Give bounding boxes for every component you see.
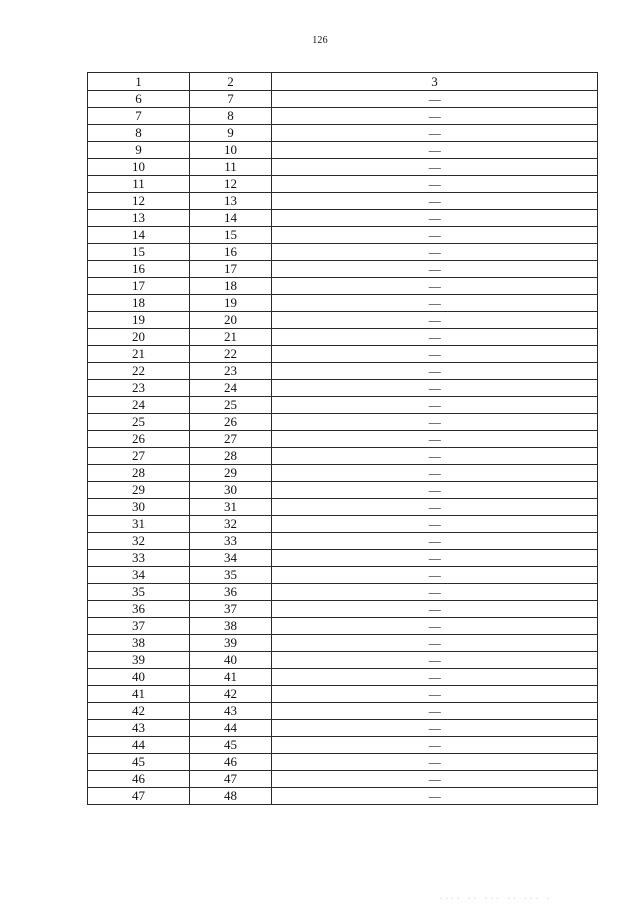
table-row (88, 329, 598, 346)
table-cell-col1: 32 (88, 533, 190, 550)
table-header-row (88, 73, 598, 91)
table-cell-col3: — (272, 465, 598, 482)
table-row (88, 91, 598, 108)
table-cell-col3: — (272, 550, 598, 567)
table-cell-col2: 40 (190, 652, 272, 669)
table-cell-col3: — (272, 278, 598, 295)
table-cell-col1: 43 (88, 720, 190, 737)
table-cell-col1: 26 (88, 431, 190, 448)
table-cell-col2: 19 (190, 295, 272, 312)
table-cell-col2: 41 (190, 669, 272, 686)
table-cell-col1: 30 (88, 499, 190, 516)
page-number: 126 (312, 35, 328, 46)
table-cell-col3: — (272, 346, 598, 363)
table-row (88, 227, 598, 244)
table-cell-col3: — (272, 788, 598, 805)
table-cell-col3: — (272, 584, 598, 601)
table-cell-col3: — (272, 737, 598, 754)
table-cell-col2: 26 (190, 414, 272, 431)
table-cell-col1: 37 (88, 618, 190, 635)
table-cell-col1: 20 (88, 329, 190, 346)
table-cell-col2: 33 (190, 533, 272, 550)
table-row (88, 771, 598, 788)
table-cell-col2: 38 (190, 618, 272, 635)
table-cell-col3: — (272, 499, 598, 516)
table-cell-col1: 46 (88, 771, 190, 788)
table-row (88, 244, 598, 261)
table-cell-col1: 19 (88, 312, 190, 329)
table-cell-col2: 11 (190, 159, 272, 176)
table-row (88, 210, 598, 227)
table-row (88, 601, 598, 618)
table-cell-col2: 8 (190, 108, 272, 125)
table-cell-col1: 42 (88, 703, 190, 720)
table-cell-col1: 6 (88, 91, 190, 108)
table-cell-col1: 17 (88, 278, 190, 295)
table-cell-col3: — (272, 771, 598, 788)
table-cell-col1: 22 (88, 363, 190, 380)
table-cell-col3: — (272, 125, 598, 142)
table-cell-col2: 48 (190, 788, 272, 805)
table-cell-col3: — (272, 397, 598, 414)
table-body (88, 91, 598, 805)
table-cell-col3: — (272, 159, 598, 176)
table-row (88, 295, 598, 312)
table-cell-col3: — (272, 227, 598, 244)
table-cell-col1: 28 (88, 465, 190, 482)
table-cell-col1: 31 (88, 516, 190, 533)
table-row (88, 584, 598, 601)
table-cell-col3: — (272, 108, 598, 125)
table-row (88, 261, 598, 278)
table-row (88, 618, 598, 635)
table-row (88, 465, 598, 482)
table-row (88, 669, 598, 686)
table-cell-col2: 21 (190, 329, 272, 346)
table-row (88, 516, 598, 533)
table-cell-col1: 27 (88, 448, 190, 465)
table-cell-col1: 16 (88, 261, 190, 278)
table-cell-col1: 39 (88, 652, 190, 669)
table-cell-col1: 34 (88, 567, 190, 584)
table-row (88, 686, 598, 703)
table-row (88, 652, 598, 669)
table-row (88, 567, 598, 584)
table-cell-col2: 39 (190, 635, 272, 652)
table-row (88, 380, 598, 397)
table-cell-col2: 9 (190, 125, 272, 142)
table-cell-col2: 44 (190, 720, 272, 737)
scan-artifact-marks: ▪▪▪▪ ▪▪ ▪▪▪ ▪▪ ▪▪▪ ▪ (440, 897, 553, 902)
table-cell-col1: 29 (88, 482, 190, 499)
table-cell-col3: — (272, 193, 598, 210)
table-cell-col3: — (272, 618, 598, 635)
table-cell-col1: 47 (88, 788, 190, 805)
table-cell-col2: 43 (190, 703, 272, 720)
table-row (88, 703, 598, 720)
table-cell-col1: 8 (88, 125, 190, 142)
table-cell-col1: 35 (88, 584, 190, 601)
table-cell-col1: 7 (88, 108, 190, 125)
table-cell-col1: 33 (88, 550, 190, 567)
table-cell-col2: 17 (190, 261, 272, 278)
table-cell-col3: — (272, 652, 598, 669)
table-cell-col2: 24 (190, 380, 272, 397)
table-cell-col2: 23 (190, 363, 272, 380)
table-row (88, 108, 598, 125)
table-cell-col2: 25 (190, 397, 272, 414)
table-cell-col1: 45 (88, 754, 190, 771)
table-cell-col2: 7 (190, 91, 272, 108)
table-row (88, 312, 598, 329)
table-row (88, 550, 598, 567)
table-cell-col2: 15 (190, 227, 272, 244)
table-cell-col2: 45 (190, 737, 272, 754)
table-cell-col2: 13 (190, 193, 272, 210)
table-cell-col3: — (272, 635, 598, 652)
table-cell-col3: — (272, 142, 598, 159)
table-cell-col1: 12 (88, 193, 190, 210)
table-cell-col1: 10 (88, 159, 190, 176)
table-cell-col2: 31 (190, 499, 272, 516)
table-cell-col2: 34 (190, 550, 272, 567)
table-cell-col2: 32 (190, 516, 272, 533)
table-row (88, 346, 598, 363)
table-cell-col2: 22 (190, 346, 272, 363)
table-row (88, 788, 598, 805)
table-cell-col3: — (272, 567, 598, 584)
table-cell-col1: 41 (88, 686, 190, 703)
table-row (88, 176, 598, 193)
column-header-1: 1 (88, 73, 190, 91)
table-row (88, 278, 598, 295)
table-cell-col1: 15 (88, 244, 190, 261)
column-header-2: 2 (190, 73, 272, 91)
table-row (88, 431, 598, 448)
table-cell-col3: — (272, 448, 598, 465)
table-row (88, 125, 598, 142)
table-cell-col1: 14 (88, 227, 190, 244)
table-cell-col1: 13 (88, 210, 190, 227)
table-cell-col1: 11 (88, 176, 190, 193)
table-cell-col2: 42 (190, 686, 272, 703)
table-row (88, 720, 598, 737)
table-cell-col1: 24 (88, 397, 190, 414)
table-cell-col2: 20 (190, 312, 272, 329)
table-row (88, 499, 598, 516)
table-cell-col3: — (272, 669, 598, 686)
table-cell-col3: — (272, 380, 598, 397)
table-cell-col3: — (272, 295, 598, 312)
table-cell-col2: 28 (190, 448, 272, 465)
table-cell-col3: — (272, 363, 598, 380)
table-cell-col2: 35 (190, 567, 272, 584)
table-row (88, 448, 598, 465)
table-cell-col1: 44 (88, 737, 190, 754)
table-row (88, 363, 598, 380)
table-cell-col2: 36 (190, 584, 272, 601)
table-cell-col2: 12 (190, 176, 272, 193)
table-row (88, 159, 598, 176)
table-cell-col1: 21 (88, 346, 190, 363)
table-cell-col2: 10 (190, 142, 272, 159)
table-row (88, 754, 598, 771)
table-cell-col3: — (272, 261, 598, 278)
table-cell-col2: 16 (190, 244, 272, 261)
table-cell-col1: 9 (88, 142, 190, 159)
data-table (87, 72, 598, 805)
table-cell-col3: — (272, 312, 598, 329)
table-row (88, 635, 598, 652)
table-row (88, 193, 598, 210)
table-cell-col1: 40 (88, 669, 190, 686)
table-cell-col2: 18 (190, 278, 272, 295)
table-row (88, 414, 598, 431)
table-row (88, 533, 598, 550)
table-cell-col3: — (272, 601, 598, 618)
table-cell-col2: 46 (190, 754, 272, 771)
table-cell-col3: — (272, 329, 598, 346)
table-cell-col3: — (272, 720, 598, 737)
table-row (88, 397, 598, 414)
table-cell-col2: 14 (190, 210, 272, 227)
table-cell-col1: 38 (88, 635, 190, 652)
column-header-3: 3 (272, 73, 598, 91)
table-cell-col3: — (272, 516, 598, 533)
table-cell-col2: 37 (190, 601, 272, 618)
table-cell-col3: — (272, 431, 598, 448)
table-cell-col2: 30 (190, 482, 272, 499)
table-cell-col2: 47 (190, 771, 272, 788)
table-cell-col2: 27 (190, 431, 272, 448)
table-cell-col3: — (272, 754, 598, 771)
table-row (88, 142, 598, 159)
table-cell-col3: — (272, 244, 598, 261)
table-cell-col2: 29 (190, 465, 272, 482)
table-cell-col3: — (272, 176, 598, 193)
table-cell-col1: 36 (88, 601, 190, 618)
table-row (88, 737, 598, 754)
table-cell-col3: — (272, 91, 598, 108)
data-table-container (87, 72, 597, 805)
table-row (88, 482, 598, 499)
table-cell-col3: — (272, 210, 598, 227)
table-cell-col3: — (272, 482, 598, 499)
table-cell-col1: 23 (88, 380, 190, 397)
table-cell-col3: — (272, 414, 598, 431)
table-cell-col1: 25 (88, 414, 190, 431)
table-cell-col3: — (272, 703, 598, 720)
table-cell-col3: — (272, 533, 598, 550)
table-cell-col1: 18 (88, 295, 190, 312)
table-cell-col3: — (272, 686, 598, 703)
